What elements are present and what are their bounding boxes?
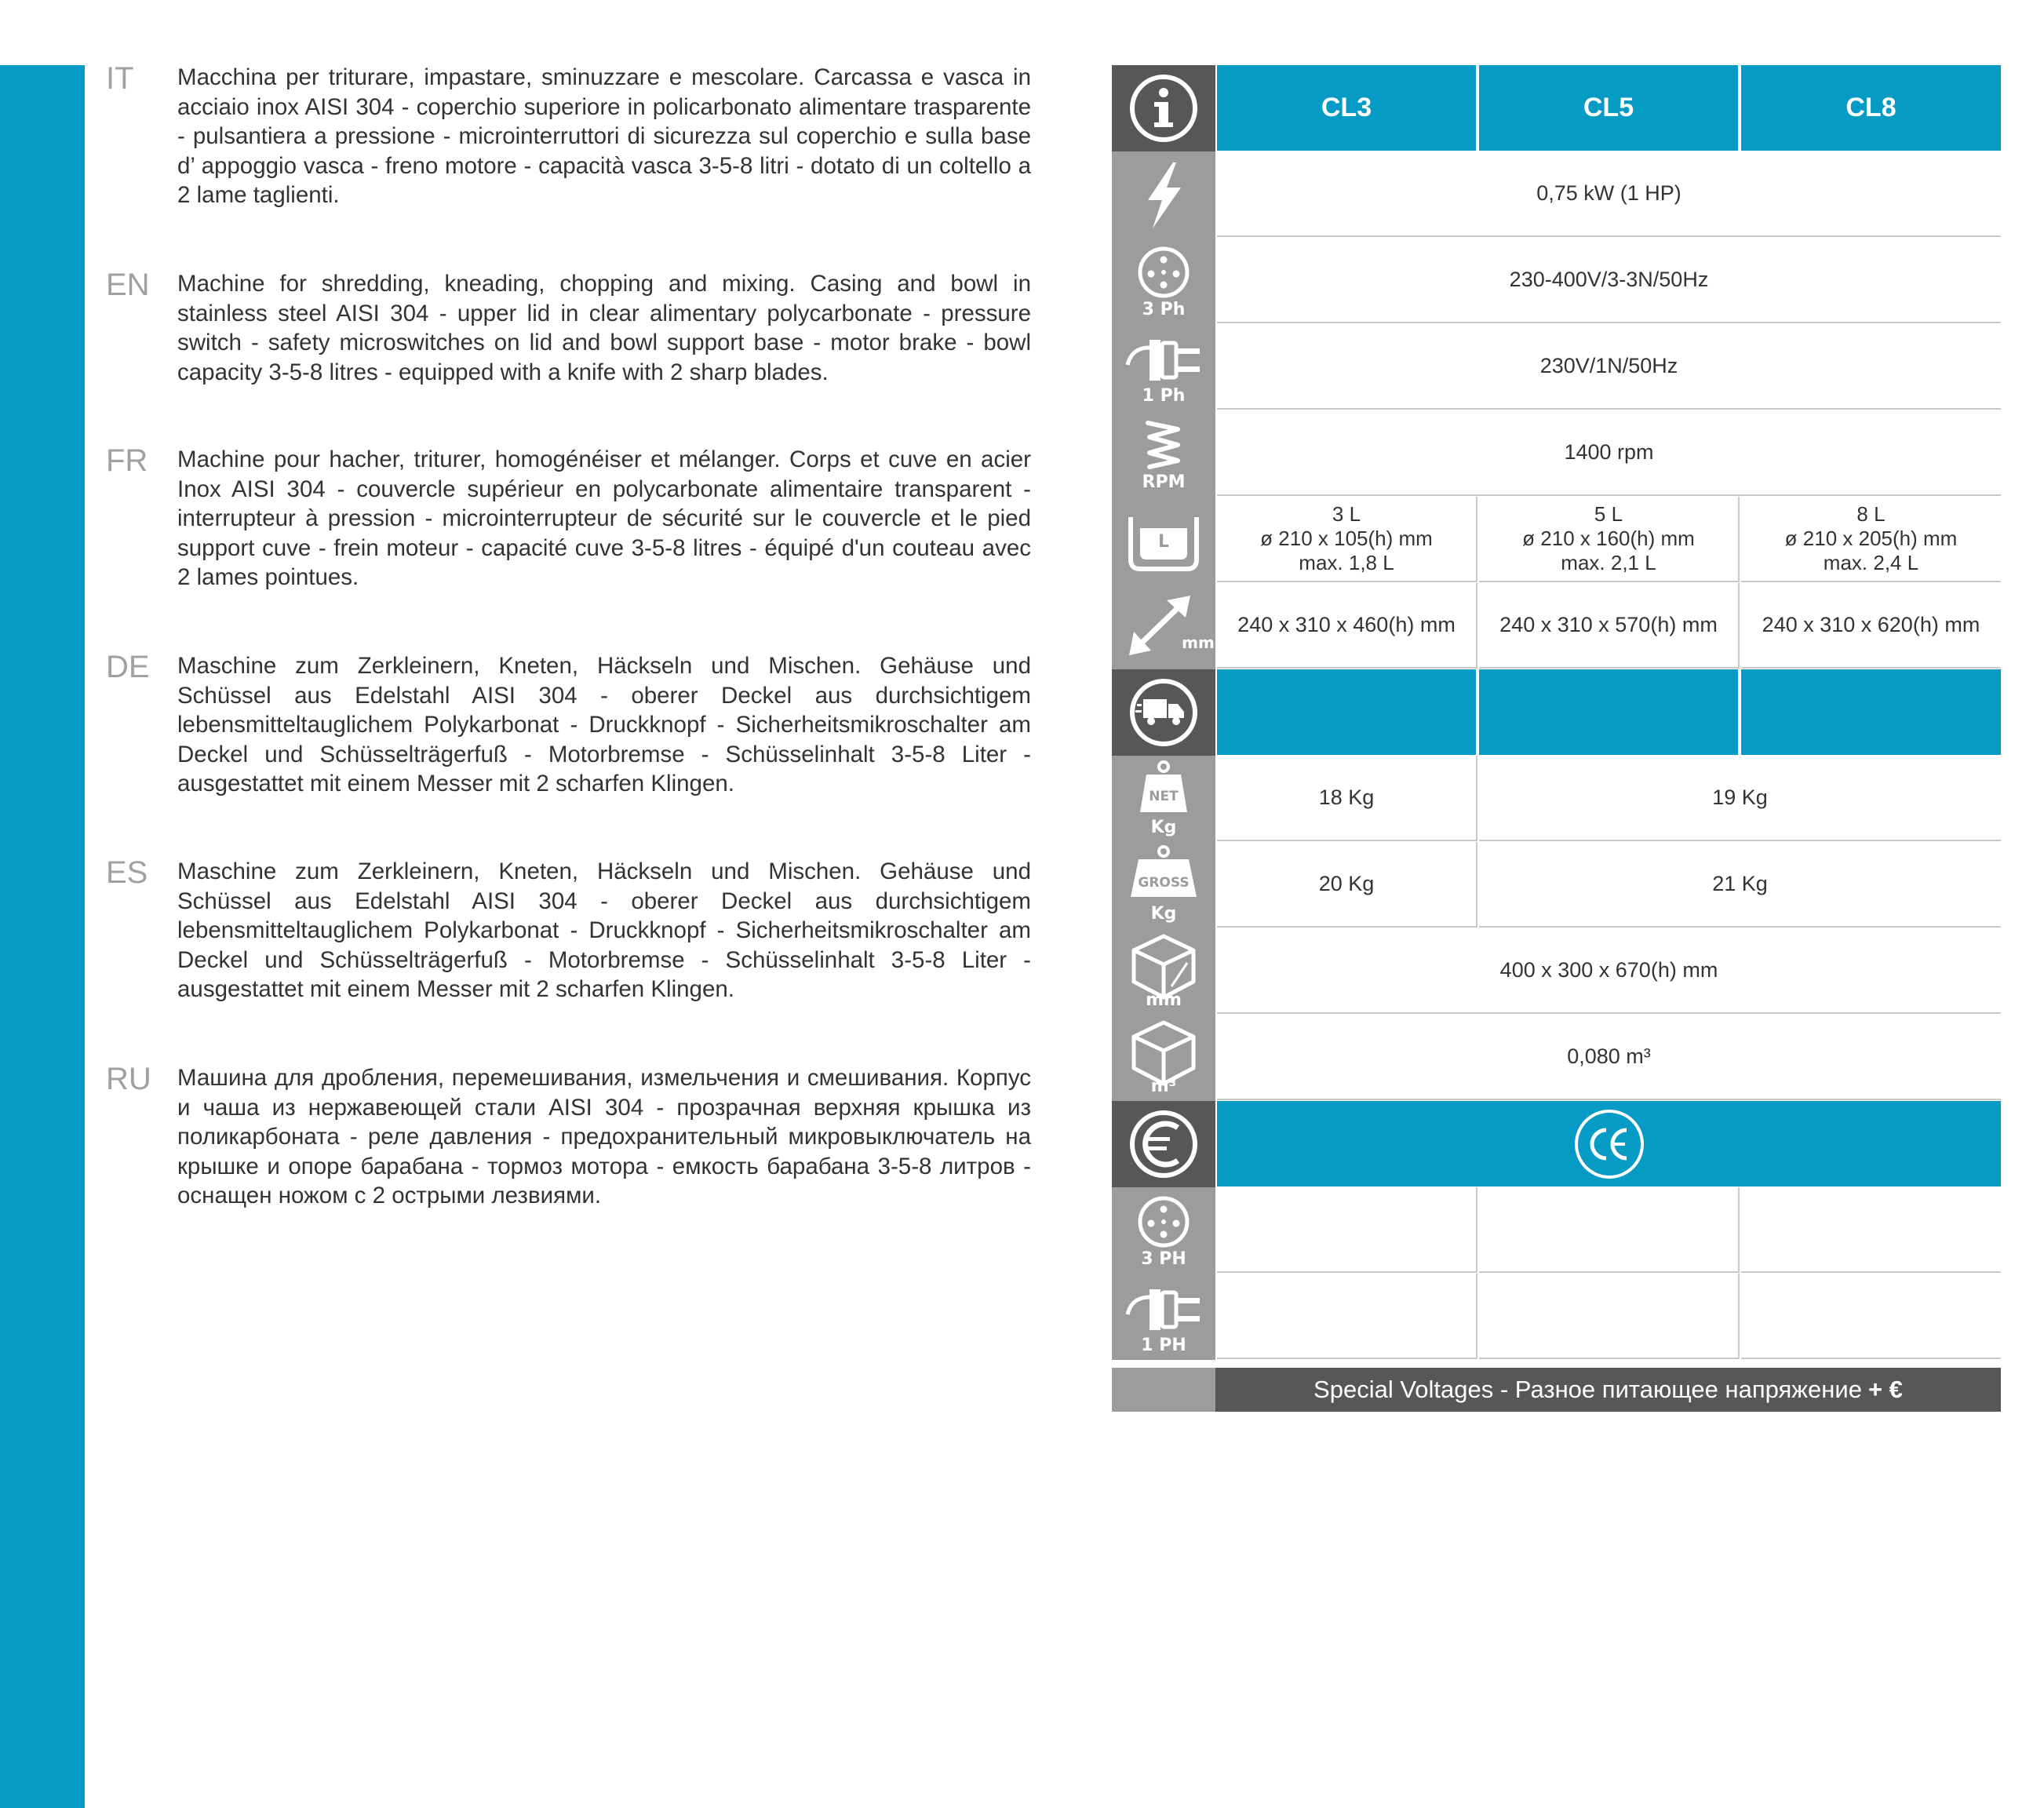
description-text: Машина для дробления, перемешивания, измельчения и смешивания. Корпус и чаша из нержавеющей стали AISI 304 - прозрачная верхняя крышка из поликарбоната - реле давления - предохранительный микровыключатель на крышке и опоре барабана - тормоз мотора - емкость барабана 3-5-8 литров - оснащен ножом с 2 острыми лезвиями.: [177, 1065, 1031, 1208]
model-cl5: CL5: [1479, 65, 1740, 151]
dimensions-cl5: 240 x 310 x 570(h) mm: [1479, 583, 1740, 669]
gross-weight-icon: [1112, 842, 1215, 928]
ce-mark-cell: [1217, 1101, 2001, 1186]
bowl-size: ø 210 x 160(h) mm: [1522, 527, 1695, 550]
three-phase-plug-icon: [1112, 1187, 1215, 1274]
description-text: Maschine zum Zerkleinern, Kneten, Häckseln und Mischen. Gehäuse und Schüssel aus Edelstahl AISI 304 - oberer Deckel aus durchsichtigem lebensmitteltauglichem Polykarbonat - Druckknopf - Sicherheitsmikroschalter am Deckel und Schüsselträgerfuß - Motorbremse - Schüsselinhalt 3-5-8 Liter - ausgestattet mit einem Messer mit 2 scharfen Klingen.: [177, 858, 1031, 1002]
power-value: 0,75 kW (1 HP): [1217, 151, 2001, 237]
voltage-3ph-row: [1112, 238, 2001, 324]
description-text: Maschine zum Zerkleinern, Kneten, Häckseln und Mischen. Gehäuse und Schüssel aus Edelstahl AISI 304 - oberer Deckel aus durchsichtigem lebensmitteltauglichem Polykarbonat - Druckknopf - Sicherheitsmikroschalter am Deckel und Schüsselträgerfuß - Motorbremse - Schüsselinhalt 3-5-8 Liter - ausgestattet mit einem Messer mit 2 scharfen Klingen.: [177, 653, 1031, 796]
icon-label: RPM: [1142, 472, 1186, 492]
net-weight-row: [1112, 756, 2001, 842]
voltage-1ph-value: 230V/1N/50Hz: [1217, 324, 2001, 410]
price-header-row: [1112, 1101, 2001, 1187]
icon-label: GROSS: [1138, 875, 1190, 891]
packing-dimensions-value: 400 x 300 x 670(h) mm: [1217, 928, 2001, 1014]
info-icon: [1112, 65, 1215, 151]
rpm-value: 1400 rpm: [1217, 410, 2001, 496]
icon-label: mm: [1182, 633, 1215, 652]
delivery-truck-icon: [1112, 669, 1215, 756]
footer-icon-spacer: [1112, 1368, 1215, 1412]
shipping-cl5: [1479, 669, 1740, 755]
icon-label: m³: [1150, 1077, 1177, 1096]
price-3ph-cl5: [1479, 1187, 1740, 1273]
ce-mark-icon: [1572, 1106, 1647, 1182]
bowl-max: max. 1,8 L: [1299, 551, 1394, 574]
icon-label: mm: [1146, 990, 1182, 1010]
packing-volume-row: [1112, 1015, 2001, 1101]
voltage-3ph-value: 230-400V/3-3N/50Hz: [1217, 238, 2001, 323]
icon-label: Kg: [1150, 904, 1177, 924]
lang-code: DE: [106, 650, 150, 684]
icon-label: Kg: [1150, 818, 1177, 837]
bowl-capacity: 5 L: [1594, 502, 1623, 526]
rpm-row: [1112, 410, 2001, 497]
gross-weight-row: [1112, 842, 2001, 928]
model-cl3: CL3: [1217, 65, 1477, 151]
net-weight-cl5-cl8: 19 Kg: [1479, 756, 2001, 841]
description-text: Machine for shredding, kneading, chopping and mixing. Casing and bowl in stainless steel AISI 304 - upper lid in clear alimentary polycarbonate - pressure switch - safety microswitches on lid and bowl support base - motor brake - bowl capacity 3-5-8 litres - equipped with a knife with 2 sharp blades.: [177, 271, 1031, 385]
box-dimensions-icon: [1112, 928, 1215, 1015]
bowl-cl8: [1741, 497, 2001, 582]
bowl-cl5: [1479, 497, 1740, 582]
single-phase-plug-icon: [1112, 324, 1215, 410]
price-3ph-cl8: [1741, 1187, 2001, 1273]
special-voltages-text: Special Voltages - Разное питающее напряжение: [1313, 1376, 1862, 1403]
box-volume-icon: [1112, 1015, 1215, 1101]
lang-code: ES: [106, 855, 148, 890]
bowl-max: max. 2,4 L: [1823, 551, 1919, 574]
packing-dimensions-row: [1112, 928, 2001, 1015]
icon-label: 1 Ph: [1142, 386, 1186, 406]
gross-weight-cl3: 20 Kg: [1217, 842, 1477, 928]
lightning-icon: [1112, 151, 1215, 238]
icon-label: 3 PH: [1141, 1249, 1186, 1269]
price-1ph-cl8: [1741, 1274, 2001, 1359]
shipping-cl3: [1217, 669, 1477, 755]
power-row: [1112, 151, 2001, 238]
bowl-max: max. 2,1 L: [1561, 551, 1656, 574]
price-1ph-row: [1112, 1274, 2001, 1360]
description-text: Macchina per triturare, impastare, sminuzzare e mescolare. Carcassa e vasca in acciaio inox AISI 304 - coperchio superiore in policarbonato alimentare trasparente - pulsantiera a pressione - microinterruttori di sicurezza sul coperchio e sulla base d’ appoggio vasca - freno motore - capacità vasca 3-5-8 litri - dotato di un coltello a 2 lame taglienti.: [177, 64, 1031, 208]
special-voltages-row: [1112, 1368, 2001, 1412]
icon-label: NET: [1149, 789, 1179, 804]
special-voltages-surcharge: + €: [1867, 1376, 1903, 1403]
side-accent-bar: [0, 65, 85, 1808]
price-3ph-cl3: [1217, 1187, 1477, 1273]
shipping-cl8: [1741, 669, 2001, 755]
dimensions-row: [1112, 583, 2001, 669]
bowl-capacity: 8 L: [1856, 502, 1886, 526]
single-phase-plug-icon: [1112, 1274, 1215, 1360]
dimension-arrow-icon: [1112, 583, 1215, 669]
three-phase-plug-icon: [1112, 238, 1215, 324]
description-text: Machine pour hacher, triturer, homogénéiser et mélanger. Corps et cuve en acier Inox AISI 304 - couvercle supérieur en polycarbonate alimentaire transparent - interrupteur à pression - microinterrupteur de sécurité sur le couvercle et le pied support cuve - frein moteur - capacité cuve 3-5-8 litres - équipé d'un couteau avec 2 lames pointues.: [177, 447, 1031, 590]
price-1ph-cl5: [1479, 1274, 1740, 1359]
dimensions-cl8: 240 x 310 x 620(h) mm: [1741, 583, 2001, 669]
lang-code: RU: [106, 1062, 151, 1096]
models-header-row: [1112, 65, 2001, 151]
voltage-1ph-row: [1112, 324, 2001, 410]
net-weight-icon: [1112, 756, 1215, 842]
model-cl8: CL8: [1741, 65, 2001, 151]
dimensions-cl3: 240 x 310 x 460(h) mm: [1217, 583, 1477, 669]
icon-label: L: [1157, 532, 1170, 552]
shipping-header-row: [1112, 669, 2001, 756]
euro-icon: [1112, 1101, 1215, 1187]
gross-weight-cl5-cl8: 21 Kg: [1479, 842, 2001, 928]
special-voltages-note: [1215, 1368, 2001, 1412]
bowl-size: ø 210 x 205(h) mm: [1784, 527, 1958, 550]
bowl-row: [1112, 497, 2001, 583]
lang-code: EN: [106, 268, 150, 302]
lang-code: IT: [106, 61, 134, 96]
icon-label: 3 Ph: [1142, 300, 1186, 319]
icon-label: 1 PH: [1141, 1336, 1186, 1355]
bowl-icon: [1112, 497, 1215, 583]
bowl-capacity: 3 L: [1332, 502, 1361, 526]
price-3ph-row: [1112, 1187, 2001, 1274]
bowl-cl3: [1217, 497, 1477, 582]
price-1ph-cl3: [1217, 1274, 1477, 1359]
net-weight-cl3: 18 Kg: [1217, 756, 1477, 841]
spring-rpm-icon: [1112, 410, 1215, 497]
packing-volume-value: 0,080 m³: [1217, 1015, 2001, 1100]
bowl-size: ø 210 x 105(h) mm: [1260, 527, 1433, 550]
lang-code: FR: [106, 443, 148, 478]
